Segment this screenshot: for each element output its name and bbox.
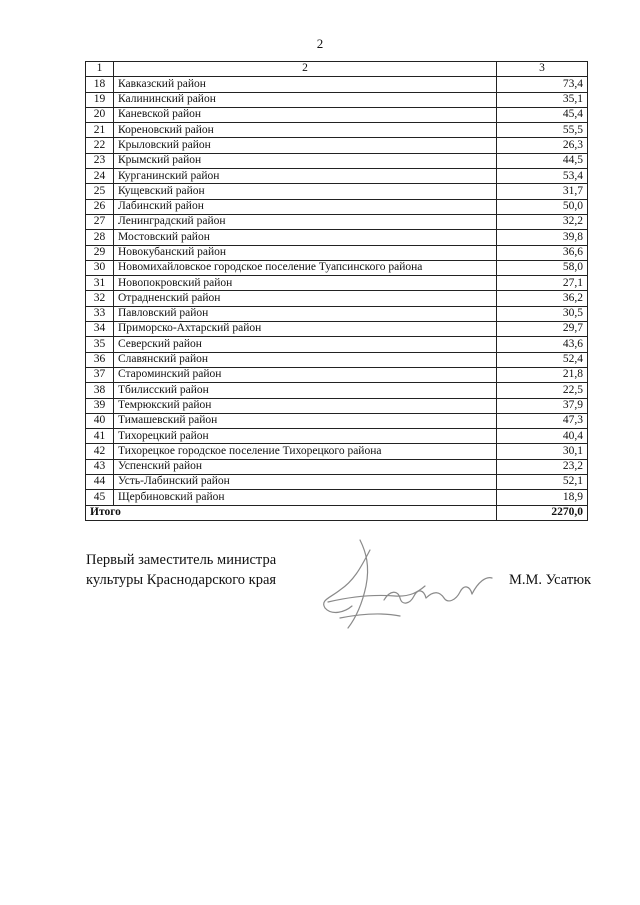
- row-number-cell: 21: [86, 123, 114, 138]
- page-number: 2: [316, 36, 324, 51]
- table-row: [86, 444, 588, 459]
- district-name-cell: Староминский район: [114, 367, 497, 382]
- amount-cell: 21,8: [497, 367, 588, 382]
- handwritten-signature: [300, 520, 510, 640]
- table-row: [86, 92, 588, 107]
- district-name-cell: Тимашевский район: [114, 413, 497, 428]
- table-header-row: [86, 62, 588, 77]
- amount-cell: 50,0: [497, 199, 588, 214]
- row-number-cell: 24: [86, 169, 114, 184]
- amount-cell: 30,5: [497, 306, 588, 321]
- row-number-cell: 31: [86, 276, 114, 291]
- district-name-cell: Тбилисский район: [114, 383, 497, 398]
- district-name-cell: Щербиновский район: [114, 490, 497, 505]
- row-number-cell: 45: [86, 490, 114, 505]
- header-cell-name: 2: [114, 62, 497, 77]
- row-number-cell: 23: [86, 153, 114, 168]
- header-cell-number: 1: [86, 62, 114, 77]
- row-number-cell: 27: [86, 214, 114, 229]
- row-number-cell: 33: [86, 306, 114, 321]
- row-number-cell: 37: [86, 367, 114, 382]
- table-row: [86, 337, 588, 352]
- amount-cell: 47,3: [497, 413, 588, 428]
- row-number-cell: 44: [86, 475, 114, 490]
- total-label: Итого: [86, 505, 497, 520]
- amount-cell: 26,3: [497, 138, 588, 153]
- amount-cell: 44,5: [497, 153, 588, 168]
- row-number-cell: 39: [86, 398, 114, 413]
- district-name-cell: Кущевский район: [114, 184, 497, 199]
- row-number-cell: 32: [86, 291, 114, 306]
- amount-cell: 27,1: [497, 276, 588, 291]
- table-row: [86, 169, 588, 184]
- table-row: [86, 138, 588, 153]
- total-row: [86, 505, 588, 520]
- amount-cell: 43,6: [497, 337, 588, 352]
- row-number-cell: 35: [86, 337, 114, 352]
- district-name-cell: Каневской район: [114, 107, 497, 122]
- row-number-cell: 36: [86, 352, 114, 367]
- district-name-cell: Ленинградский район: [114, 214, 497, 229]
- amount-cell: 29,7: [497, 322, 588, 337]
- table-row: [86, 490, 588, 505]
- district-name-cell: Кореновский район: [114, 123, 497, 138]
- row-number-cell: 20: [86, 107, 114, 122]
- position-line-1: Первый заместитель министра: [86, 552, 277, 568]
- table-row: [86, 77, 588, 92]
- amount-cell: 55,5: [497, 123, 588, 138]
- district-name-cell: Мостовский район: [114, 230, 497, 245]
- amount-cell: 35,1: [497, 92, 588, 107]
- table-row: [86, 184, 588, 199]
- table-row: [86, 291, 588, 306]
- row-number-cell: 34: [86, 322, 114, 337]
- table-row: [86, 107, 588, 122]
- amount-cell: 36,6: [497, 245, 588, 260]
- row-number-cell: 40: [86, 413, 114, 428]
- allocation-table: [85, 61, 588, 521]
- district-name-cell: Калининский район: [114, 92, 497, 107]
- district-name-cell: Отрадненский район: [114, 291, 497, 306]
- signatory-position: [86, 550, 276, 590]
- amount-cell: 40,4: [497, 429, 588, 444]
- row-number-cell: 18: [86, 77, 114, 92]
- table-row: [86, 153, 588, 168]
- row-number-cell: 28: [86, 230, 114, 245]
- district-name-cell: Приморско-Ахтарский район: [114, 322, 497, 337]
- row-number-cell: 41: [86, 429, 114, 444]
- row-number-cell: 29: [86, 245, 114, 260]
- district-name-cell: Тихорецкое городское поселение Тихорецкого района: [114, 444, 497, 459]
- table-body: [86, 62, 588, 521]
- district-name-cell: Славянский район: [114, 352, 497, 367]
- table-row: [86, 123, 588, 138]
- table-row: [86, 260, 588, 275]
- amount-cell: 23,2: [497, 459, 588, 474]
- row-number-cell: 42: [86, 444, 114, 459]
- district-name-cell: Успенский район: [114, 459, 497, 474]
- amount-cell: 37,9: [497, 398, 588, 413]
- amount-cell: 22,5: [497, 383, 588, 398]
- table-row: [86, 276, 588, 291]
- district-name-cell: Тихорецкий район: [114, 429, 497, 444]
- table-row: [86, 367, 588, 382]
- district-name-cell: Лабинский район: [114, 199, 497, 214]
- district-name-cell: Курганинский район: [114, 169, 497, 184]
- district-name-cell: Новопокровский район: [114, 276, 497, 291]
- header-cell-value: 3: [497, 62, 588, 77]
- amount-cell: 31,7: [497, 184, 588, 199]
- row-number-cell: 30: [86, 260, 114, 275]
- table-row: [86, 214, 588, 229]
- amount-cell: 45,4: [497, 107, 588, 122]
- row-number-cell: 43: [86, 459, 114, 474]
- table-row: [86, 475, 588, 490]
- row-number-cell: 22: [86, 138, 114, 153]
- table-row: [86, 306, 588, 321]
- district-name-cell: Северский район: [114, 337, 497, 352]
- table-row: [86, 352, 588, 367]
- table-row: [86, 245, 588, 260]
- signatory-name: М.М. Усатюк: [509, 572, 592, 588]
- amount-cell: 52,4: [497, 352, 588, 367]
- district-name-cell: Усть-Лабинский район: [114, 475, 497, 490]
- district-name-cell: Новомихайловское городское поселение Туапсинского района: [114, 260, 497, 275]
- amount-cell: 30,1: [497, 444, 588, 459]
- row-number-cell: 19: [86, 92, 114, 107]
- table-row: [86, 413, 588, 428]
- district-name-cell: Крымский район: [114, 153, 497, 168]
- amount-cell: 18,9: [497, 490, 588, 505]
- total-value: 2270,0: [497, 505, 588, 520]
- amount-cell: 53,4: [497, 169, 588, 184]
- amount-cell: 36,2: [497, 291, 588, 306]
- district-name-cell: Темрюкский район: [114, 398, 497, 413]
- amount-cell: 52,1: [497, 475, 588, 490]
- row-number-cell: 25: [86, 184, 114, 199]
- amount-cell: 32,2: [497, 214, 588, 229]
- district-name-cell: Новокубанский район: [114, 245, 497, 260]
- district-name-cell: Павловский район: [114, 306, 497, 321]
- amount-cell: 73,4: [497, 77, 588, 92]
- table-row: [86, 199, 588, 214]
- table-row: [86, 383, 588, 398]
- table-row: [86, 429, 588, 444]
- row-number-cell: 26: [86, 199, 114, 214]
- table-row: [86, 230, 588, 245]
- amount-cell: 39,8: [497, 230, 588, 245]
- row-number-cell: 38: [86, 383, 114, 398]
- district-name-cell: Кавказский район: [114, 77, 497, 92]
- table-row: [86, 459, 588, 474]
- position-line-2: культуры Краснодарского края: [86, 572, 277, 588]
- table-row: [86, 398, 588, 413]
- district-name-cell: Крыловский район: [114, 138, 497, 153]
- amount-cell: 58,0: [497, 260, 588, 275]
- table-row: [86, 322, 588, 337]
